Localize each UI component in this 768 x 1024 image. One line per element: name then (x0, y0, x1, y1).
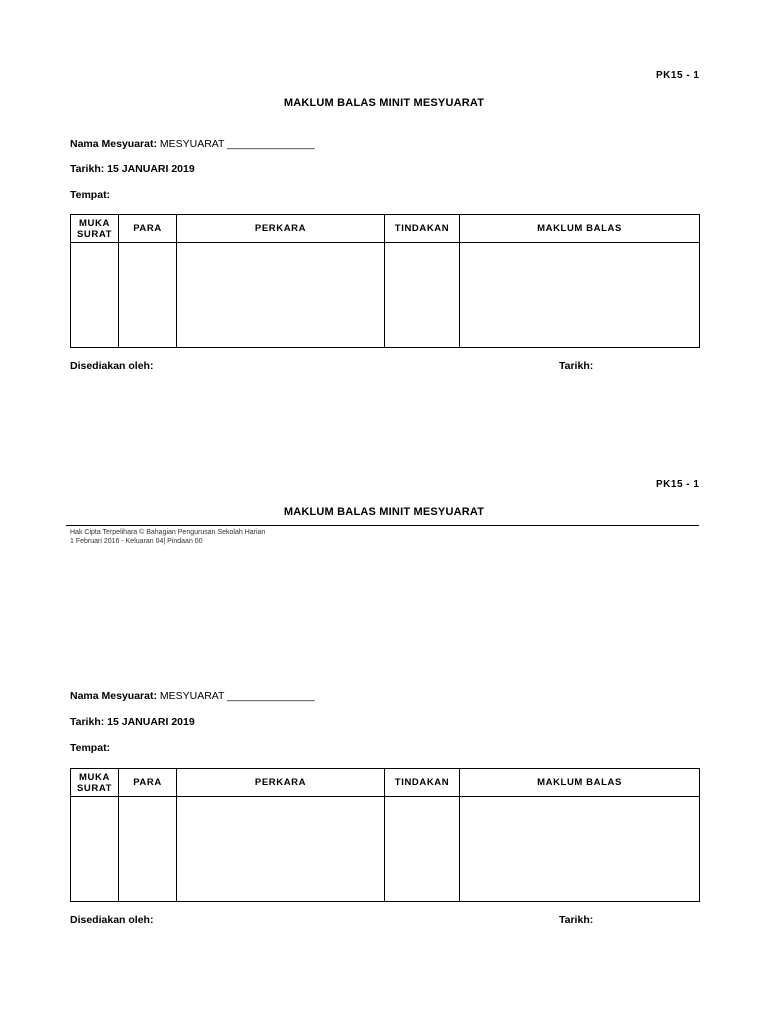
cell-maklum-balas[interactable] (460, 797, 700, 902)
cell-muka-surat[interactable] (71, 243, 119, 348)
table-row (71, 797, 700, 902)
cell-tindakan[interactable] (385, 243, 460, 348)
cell-muka-surat[interactable] (71, 797, 119, 902)
date-field (70, 163, 195, 175)
date-value: 15 JANUARI 2019 (107, 716, 195, 728)
col-header-para: PARA (119, 769, 177, 797)
form-code: PK15 - 1 (656, 479, 700, 490)
col-header-maklum-balas: MAKLUM BALAS (460, 769, 700, 797)
date-label: Tarikh: (70, 163, 105, 175)
date-field (70, 716, 195, 728)
cell-para[interactable] (119, 797, 177, 902)
table-row (71, 243, 700, 348)
venue-field (70, 189, 110, 201)
table-header-row (71, 769, 700, 797)
footer-version: 1 Februari 2016 - Keluaran 04| Pindaan 00 (70, 538, 203, 545)
table-header-row (71, 215, 700, 243)
date-value: 15 JANUARI 2019 (107, 163, 195, 175)
venue-label: Tempat: (70, 742, 111, 754)
col-header-muka-surat: MUKA SURAT (71, 215, 119, 243)
feedback-table (70, 214, 700, 348)
col-header-muka-surat: MUKA SURAT (71, 769, 119, 797)
meeting-name-value: MESYUARAT _______________ (159, 138, 315, 150)
col-header-para: PARA (119, 215, 177, 243)
prepared-by-label: Disediakan oleh: (70, 360, 154, 372)
form-title: MAKLUM BALAS MINIT MESYUARAT (283, 506, 485, 518)
meeting-name-value: MESYUARAT _______________ (159, 690, 315, 702)
footer-copyright: Hak Cipta Terpelihara © Bahagian Pengurusan Sekolah Harian (70, 529, 266, 536)
col-header-perkara: PERKARA (177, 769, 385, 797)
venue-label: Tempat: (70, 189, 111, 201)
cell-tindakan[interactable] (385, 797, 460, 902)
footer-divider (66, 525, 699, 526)
meeting-name-label: Nama Mesyuarat: (70, 138, 157, 150)
form-code: PK15 - 1 (656, 70, 700, 81)
prepared-by-label: Disediakan oleh: (70, 914, 154, 926)
date-label: Tarikh: (70, 716, 105, 728)
col-header-maklum-balas: MAKLUM BALAS (460, 215, 700, 243)
cell-perkara[interactable] (177, 797, 385, 902)
cell-perkara[interactable] (177, 243, 385, 348)
col-header-perkara: PERKARA (177, 215, 385, 243)
sign-date-label: Tarikh: (559, 360, 594, 372)
meeting-name-field (70, 690, 315, 702)
page-footer (70, 528, 265, 546)
meeting-name-field (70, 138, 315, 150)
cell-para[interactable] (119, 243, 177, 348)
sign-date-label: Tarikh: (559, 914, 594, 926)
venue-field (70, 742, 110, 754)
col-header-tindakan: TINDAKAN (385, 769, 460, 797)
form-title: MAKLUM BALAS MINIT MESYUARAT (283, 97, 485, 109)
cell-maklum-balas[interactable] (460, 243, 700, 348)
col-header-tindakan: TINDAKAN (385, 215, 460, 243)
meeting-name-label: Nama Mesyuarat: (70, 690, 157, 702)
feedback-table (70, 768, 700, 902)
